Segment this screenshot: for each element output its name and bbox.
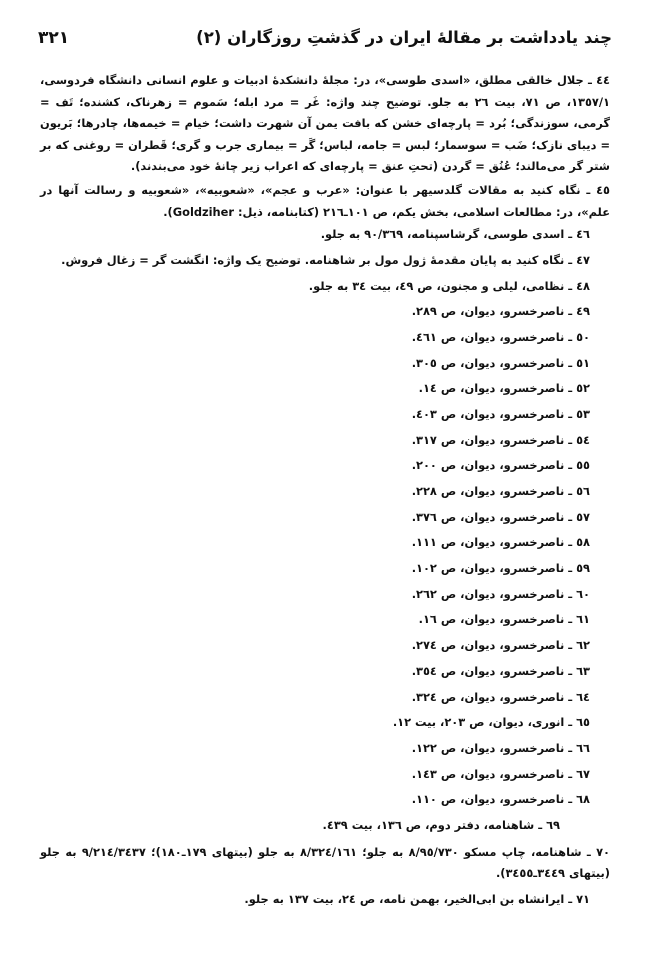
note-54: ٥٤ ـ ناصرخسرو، دیوان، ص ٣١٧. — [411, 432, 590, 447]
note-63: ٦٣ ـ ناصرخسرو، دیوان، ص ٣٥٤. — [411, 663, 590, 678]
note-52: ٥٢ ـ ناصرخسرو، دیوان، ص ١٤. — [418, 381, 590, 396]
note-70: ٧٠ ـ شاهنامه، چاپ مسکو ٨/٩٥/٧٣٠ به جلو؛ ٨/٣٢٤/١٦١ به جلو (بیتهای ١٧٩ـ١٨٠)؛ ٩/٢١٤/٣٤٣٧ به جلو (بیتهای ٣٤٤٩ـ٣٤٥٥). — [40, 844, 610, 881]
note-61: ٦١ ـ ناصرخسرو، دیوان، ص ١٦. — [418, 612, 590, 627]
note-48: ٤٨ ـ نظامی، لیلی و مجنون، ص ٤٩، بیت ٣٤ به جلو. — [308, 278, 590, 293]
note-59: ٥٩ ـ ناصرخسرو، دیوان، ص ١٠٢. — [411, 561, 590, 576]
note-69: ٦٩ ـ شاهنامه، دفتر دوم، ص ١٣٦، بیت ٤٣٩. — [322, 817, 560, 832]
note-68: ٦٨ ـ ناصرخسرو، دیوان، ص ١١٠. — [411, 792, 590, 807]
note-56: ٥٦ ـ ناصرخسرو، دیوان، ص ٢٢٨. — [411, 484, 590, 499]
page-number: ۳۲۱ — [38, 28, 70, 48]
note-71: ٧١ ـ ایرانشاه بن ابی‌الخیر، بهمن نامه، ص ٢٤، بیت ١٣٧ به جلو. — [244, 891, 590, 906]
note-67: ٦٧ ـ ناصرخسرو، دیوان، ص ١٤٣. — [411, 766, 590, 781]
note-49: ٤٩ ـ ناصرخسرو، دیوان، ص ٢٨٩. — [411, 304, 590, 319]
note-44: ٤٤ ـ جلال خالقی مطلق، «اسدی طوسی»، در: مجلهٔ دانشکدهٔ ادبیات و علوم انسانی دانشگاه فردوسی، ١٣٥٧/١، ص ٧١، بیت ٢٦ به جلو. توضیح چند واژه: غَر = مرد ابله؛ سَموم = زهرناک، کشنده؛ تَف = گرمی، سوزندگی؛ بُرد = پارچه‌ای خشن که بافت یمن آن شهرت داشت؛ خیام = خیمه‌ها، چادرها؛ بَریون = دیبای نازک؛ ضَب = سوسمار؛ لبس = جامه، لباس؛ گَر = بیماری جرب و گری؛ قَطران = روغنی که بر شتر گر می‌مالند؛ عُنُق = گردن (تحتِ عنق = پارچه‌ای که اعراب زیر چانهٔ خود می‌بندند). — [40, 73, 610, 174]
page-header — [38, 28, 612, 52]
note-65: ٦٥ ـ انوری، دیوان، ص ٢٠٣، بیت ١٢. — [392, 715, 590, 730]
note-47: ٤٧ ـ نگاه کنید به پایان مقدمهٔ ژول مول بر شاهنامه. توضیح یک واژه: انگشت گر = زغال فروش. — [61, 252, 590, 267]
note-60: ٦٠ ـ ناصرخسرو، دیوان، ص ٢٦٢. — [411, 586, 590, 601]
note-66: ٦٦ ـ ناصرخسرو، دیوان، ص ١٢٢. — [411, 740, 590, 755]
note-51: ٥١ ـ ناصرخسرو، دیوان، ص ٣٠٥. — [411, 355, 590, 370]
running-title: چند یادداشت بر مقالهٔ ایران در گذشتِ روزگاران (۲) — [196, 28, 612, 47]
endnotes — [40, 70, 610, 915]
note-53: ٥٣ ـ ناصرخسرو، دیوان، ص ٤٠٣. — [411, 406, 590, 421]
note-57: ٥٧ ـ ناصرخسرو، دیوان، ص ٣٧٦. — [411, 509, 590, 524]
note-64: ٦٤ ـ ناصرخسرو، دیوان، ص ٣٢٤. — [411, 689, 590, 704]
note-46: ٤٦ ـ اسدی طوسی، گرشاسپنامه، ٩٠/٣٦٩ به جلو. — [320, 227, 590, 242]
note-62: ٦٢ ـ ناصرخسرو، دیوان، ص ٢٧٤. — [411, 638, 590, 653]
note-45: ٤٥ ـ نگاه کنید به مقالات گلدسیهر با عنوان: «عرب و عجم»، «شعوبیه»، «شعوبیه و رسالت آنها در علم»، در: مطالعات اسلامی، بخش یکم، ص ١٠١ـ٢١٦ (کتابنامه، ذیل: Goldziher). — [40, 182, 610, 219]
note-58: ٥٨ ـ ناصرخسرو، دیوان، ص ١١١. — [411, 535, 590, 550]
note-55: ٥٥ ـ ناصرخسرو، دیوان، ص ٢٠٠. — [411, 458, 590, 473]
note-50: ٥٠ ـ ناصرخسرو، دیوان، ص ٤٦١. — [411, 329, 590, 344]
